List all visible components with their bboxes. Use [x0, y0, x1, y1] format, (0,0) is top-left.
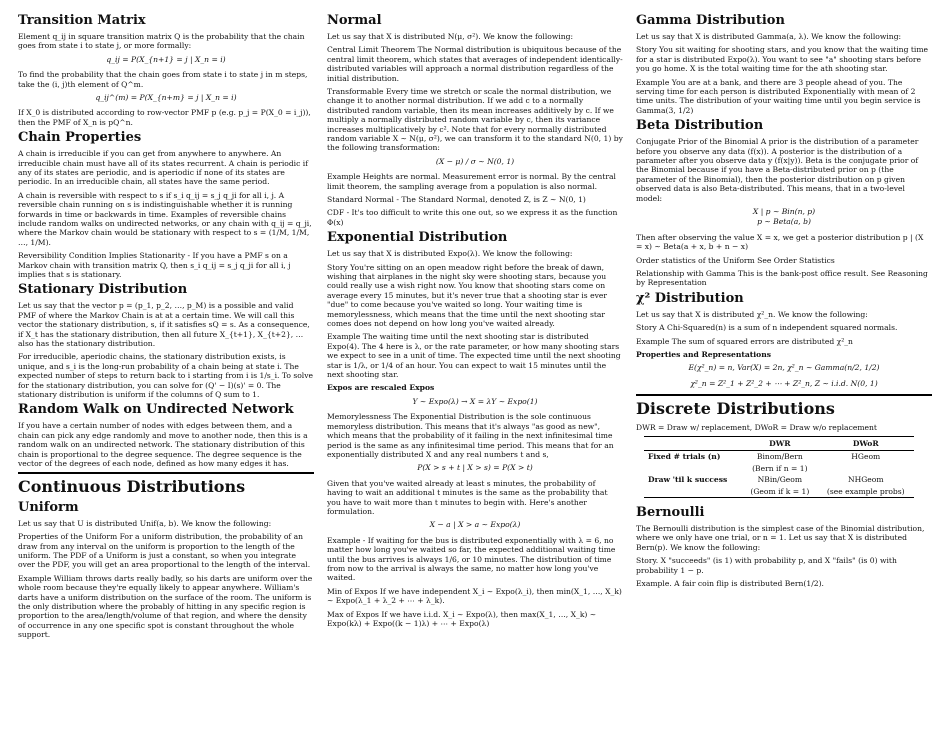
normal-clt-text: Central Limit Theorem The Normal distribution is ubiquitous because of the central limit theorem, which states that averages of independent identically-distributed variables will approach a normal distribution regardless of the initial distribution. — [327, 45, 623, 83]
table-header-cell — [644, 436, 742, 450]
normal-transformable-text: Transformable Every time we stretch or scale the normal distribution, we change it to another normal distribution. If we add c to a normally distributed random variable, then its mean increases additively by c. If we multiply a normally distributed random variable by c, then its variance increases multiplicatively by c². Note that for every normally distributed random variable X ∼ N(μ, σ²), we can transform it to the standard N(0, 1) by the following transformation: — [327, 86, 623, 153]
bernoulli-example-text: Example. A fair coin flip is distributed Bern(1/2). — [636, 578, 824, 588]
transition-equation-2: q_ij^(m) = P(X_{n+m} = j | X_n = i) — [95, 92, 237, 102]
chisq-text-1: Let us say that X is distributed χ²_n. We know the following: — [636, 309, 868, 319]
transition-matrix-heading: Transition Matrix — [18, 13, 146, 28]
chi-squared-heading: χ² Distribution — [636, 290, 744, 306]
beta-heading: Beta Distribution — [636, 118, 764, 134]
table-header-cell: DWR — [742, 436, 817, 450]
normal-standardize-equation: (X − μ) / σ ∼ N(0, 1) — [435, 156, 515, 166]
uniform-heading: Uniform — [18, 499, 79, 515]
table-row — [644, 451, 914, 463]
uniform-text-3: Example William throws darts really badly, so his darts are uniform over the whole room because they're equally likely to appear anywhere. William's darts have a uniform distribution on the surface of the room. The uniform is the only distribution where the probably of hitting in any specific region is proportion to the area/length/volume of that region, and where the density of occurrence in any one specific spot is constant throughout the whole support. — [18, 573, 313, 640]
expo-max-text: Max of Expos If we have i.i.d. X_i ∼ Expo(λ), then max(X_1, …, X_k) ∼ Expo(kλ) + Expo((k − 1)λ) + ⋯ + Expo(λ) — [327, 609, 597, 628]
chain-text-1: A chain is irreducible if you can get from anywhere to anywhere. An irreducible chain must have all of its states recurrent. A chain is periodic if any of its states are periodic, and is aperiodic if none of its states are periodic. In an irreducible chain, all states have the same period. — [18, 149, 309, 187]
expo-rescaled-label: Expos are rescaled Expos — [327, 383, 435, 393]
standard-normal-text: Standard Normal - The Standard Normal, denoted Z, is Z ∼ N(0, 1) — [327, 195, 586, 205]
chisq-example-text: Example The sum of squared errors are distributed χ²_n — [636, 336, 853, 346]
table-cell: NBin/Geom — [757, 475, 803, 485]
bernoulli-heading: Bernoulli — [636, 505, 705, 521]
bernoulli-story-text: Story. X "succeeds" (is 1) with probability p, and X "fails" (is 0) with probability 1 − p. — [636, 556, 897, 575]
expo-memoryless-text: Memorylessness The Exponential Distribution is the sole continuous memoryless distribution. This means that it's always "as good as new", which means that the probability of it failing in the next infinitesimal time period is the same as any infinitesimal time period. This means that for an exponentially distributed X and any real numbers t and s, — [327, 412, 614, 459]
beta-order-stats-text: Order statistics of the Uniform See Order Statistics — [636, 255, 835, 265]
random-walk-text: If you have a certain number of nodes with edges between them, and a chain can pick any edge randomly and move to another node, then this is a random walk on an undirected network. The stationary distribution of this chain is proportional to the degree sequence. The degree sequence is the vector of the degrees of each node, defined as how many edges it has. — [18, 421, 308, 468]
continuous-distributions-heading: Continuous Distributions — [18, 472, 314, 496]
normal-example-text: Example Heights are normal. Measurement error is normal. By the central limit theorem, the sampling average from a population is also normal. — [327, 172, 616, 191]
expo-example-text: Example The waiting time until the next shooting star is distributed Expo(4). The 4 here is λ, or the rate parameter, or how many shooting stars we expect to see in a unit of time. The expected time until the next shooting star is 1/λ, or 1/4 of an hour. You can expect to wait 15 minutes until the next shooting star. — [327, 332, 621, 380]
expo-bus-example: Example - If waiting for the bus is distributed exponentially with λ = 6, no matter how long you've waited so far, the expected additional waiting time until the bus arrives is always 1/6, or 10 minutes. The distribution of time from now to the arrival is always the same, no matter how long you've waited. — [327, 535, 616, 583]
beta-equation-1: X | p ∼ Bin(n, p) — [752, 206, 816, 216]
transition-text-3: If X_0 is distributed according to row-vector PMF p (e.g. p_j = P(X_0 = i_j)), then the PMF of X_n is pQ^n. — [18, 108, 311, 127]
chisq-equation-2: χ²_n = Z²_1 + Z²_2 + ⋯ + Z²_n, Z ∼ i.i.d. N(0, 1) — [690, 378, 878, 388]
table-cell: HGeom — [851, 452, 881, 462]
gamma-example-text: Example You are at a bank, and there are 3 people ahead of you. The serving time for each person is distributed Exponentially with mean of 2 time units. The distribution of your waiting time until you begin service is Gamma(3, 1/2) — [636, 77, 921, 115]
table-header-row — [644, 436, 914, 450]
table-cell: (Bern if n = 1) — [752, 463, 808, 473]
table-cell: (Geom if k = 1) — [742, 486, 817, 498]
chain-properties-heading: Chain Properties — [18, 130, 142, 146]
table-row — [644, 463, 914, 474]
gamma-heading: Gamma Distribution — [636, 13, 785, 28]
chisq-properties-label: Properties and Representations — [636, 349, 772, 359]
chain-text-2: A chain is reversible with respect to s if s_i q_ij = s_j q_ji for all i, j. A reversible chain running on s is indistinguishable whether it is running forwards in time or backwards in time. Examples of reversible chains include random walks on undirected networks, or any chain with q_ij = q_ji, where the Markov chain would be stationary with respect to s = (1/M, 1/M, …, 1/M). — [18, 190, 312, 247]
table-row — [644, 486, 914, 498]
table-cell: (see example probs) — [818, 486, 915, 498]
transition-text-1: Element q_ij in square transition matrix Q is the probability that the chain goes from state i to state j, or more formally: — [18, 31, 305, 51]
transition-text-2: To find the probability that the chain goes from state i to state j in m steps, take the (i, j)th element of Q^m. — [18, 70, 308, 89]
expo-rescale-equation: Y ∼ Expo(λ) → X = λY ∼ Expo(1) — [412, 396, 538, 406]
column-right — [636, 14, 932, 592]
uniform-text-1: Let us say that U is distributed Unif(a, b). We know the following: — [18, 518, 272, 528]
table-row — [644, 474, 914, 485]
stationary-text-1: Let us say that the vector p = (p_1, p_2, …, p_M) is a possible and valid PMF of where the Markov Chain is at at a certain time. We will call this vector the stationary distribution, s, if it satisfies sQ = s. As a consequence, if X_t has the stationary distribution, then all future X_{t+1}, X_{t+2}, … also has the stationary distribution. — [18, 301, 310, 348]
beta-gamma-relation-text: Relationship with Gamma This is the bank-post office result. See Reasoning by Representation — [636, 269, 928, 288]
discrete-distributions-heading: Discrete Distributions — [636, 394, 932, 418]
table-cell: Binom/Bern — [756, 452, 803, 462]
chain-text-3: Reversibility Condition Implies Stationarity - If you have a PMF s on a Markov chain with transition matrix Q, then s_i q_ij = s_j q_ji for all i, j implies that s is stationary. — [18, 251, 291, 279]
beta-conjugate-text: Conjugate Prior of the Binomial A prior is the distribution of a parameter before you observe any data (f(x)). A posterior is the distribution of a parameter after you observe data y (f(x|y)). Beta is the conjugate prior of the Binomial because if you have a Beta-distributed prior on p (the parameter of the Binomial), then the posterior distribution on p given observed data is also Beta-distributed. This means, that in a two-level model: — [636, 137, 919, 203]
column-left — [18, 14, 314, 644]
chisq-equation-1: E(χ²_n) = n, Var(X) = 2n, χ²_n ∼ Gamma(n/2, 1/2) — [688, 363, 880, 373]
expo-memoryless-explain: Given that you've waited already at least s minutes, the probability of having to wait an additional t minutes is the same as the probability that you have to wait more than t minutes to begin with. Here's another formulation. — [327, 478, 608, 516]
expo-text-1: Let us say that X is distributed Expo(λ). We know the following: — [327, 249, 573, 259]
normal-text-1: Let us say that X is distributed N(μ, σ²). We know the following: — [327, 31, 574, 41]
stationary-text-2: For irreducible, aperiodic chains, the stationary distribution exists, is unique, and s_i is the long-run probability of a chain being at state i. The expected number of steps to return back to i starting from i is 1/s_i. To solve for the stationary distribution, you can solve for (Q' − I)(s)' = 0. The stationary distribution is uniform if the columns of Q sum to 1. — [18, 352, 314, 399]
beta-posterior-text: Then after observing the value X = x, we get a posterior distribution p | (X = x) ∼ Beta(a + x, b + n − x) — [636, 232, 924, 252]
table-header-cell: DWoR — [818, 436, 915, 450]
uniform-text-2: Properties of the Uniform For a uniform distribution, the probability of an draw from any interval on the uniform is proportion to the length of the uniform. The PDF of a Uniform is just a constant, so when you integrate over the PDF, you will get an area proportional to the length of the interval. — [18, 532, 311, 570]
normal-heading: Normal — [327, 13, 382, 28]
expo-story-text: Story You're sitting on an open meadow right before the break of dawn, wishing that airplanes in the night sky were shooting stars, because you could really use a wish right now. You know that shooting stars come on average every 15 minutes, but it's never true that a shooting star is ever "due" to come because you've waited so long. Your waiting time is memorylessness, which means that the time until the next shooting star comes does not depend on how long you've waited already. — [327, 262, 608, 329]
table-cell: Fixed # trials (n) — [648, 452, 721, 462]
table-cell: NHGeom — [847, 475, 884, 485]
column-middle — [327, 14, 623, 632]
expo-memoryless-equation: P(X > s + t | X > s) = P(X > t) — [417, 463, 533, 473]
beta-equation-2: p ∼ Beta(a, b) — [757, 217, 811, 227]
expo-min-text: Min of Expos If we have independent X_i ∼ Expo(λ_i), then min(X_1, …, X_k) ∼ Expo(λ_1 + λ_2 + ⋯ + λ_k). — [327, 586, 622, 606]
normal-cdf-text: CDF - It's too difficult to write this one out, so we express it as the function Φ(x) — [327, 208, 618, 227]
table-cell — [818, 463, 915, 474]
dwr-dwor-table — [644, 436, 914, 498]
chisq-story-text: Story A Chi-Squared(n) is a sum of n independent squared normals. — [636, 323, 898, 333]
expo-memoryless-equation-2: X − a | X > a ∼ Expo(λ) — [429, 520, 521, 530]
exponential-heading: Exponential Distribution — [327, 230, 508, 246]
transition-equation-1: q_ij = P(X_{n+1} = j | X_n = i) — [106, 54, 226, 64]
discrete-abbrev-text: DWR = Draw w/ replacement, DWoR = Draw w/o replacement — [636, 422, 877, 432]
gamma-story-text: Story You sit waiting for shooting stars, and you know that the waiting time for a star is distributed Expo(λ). You want to see "a" shooting stars before you go home. X is the total waiting time for the ath shooting star. — [636, 45, 929, 74]
table-cell — [644, 463, 742, 474]
table-cell: Draw 'til k success — [648, 475, 728, 485]
stationary-distribution-heading: Stationary Distribution — [18, 282, 188, 298]
gamma-text-1: Let us say that X is distributed Gamma(a, λ). We know the following: — [636, 31, 902, 41]
table-cell — [644, 486, 742, 498]
bernoulli-text-1: The Bernoulli distribution is the simplest case of the Binomial distribution, where we only have one trial, or n = 1. Let us say that X is distributed Bern(p). We know the following: — [636, 523, 925, 552]
random-walk-heading: Random Walk on Undirected Network — [18, 402, 294, 418]
